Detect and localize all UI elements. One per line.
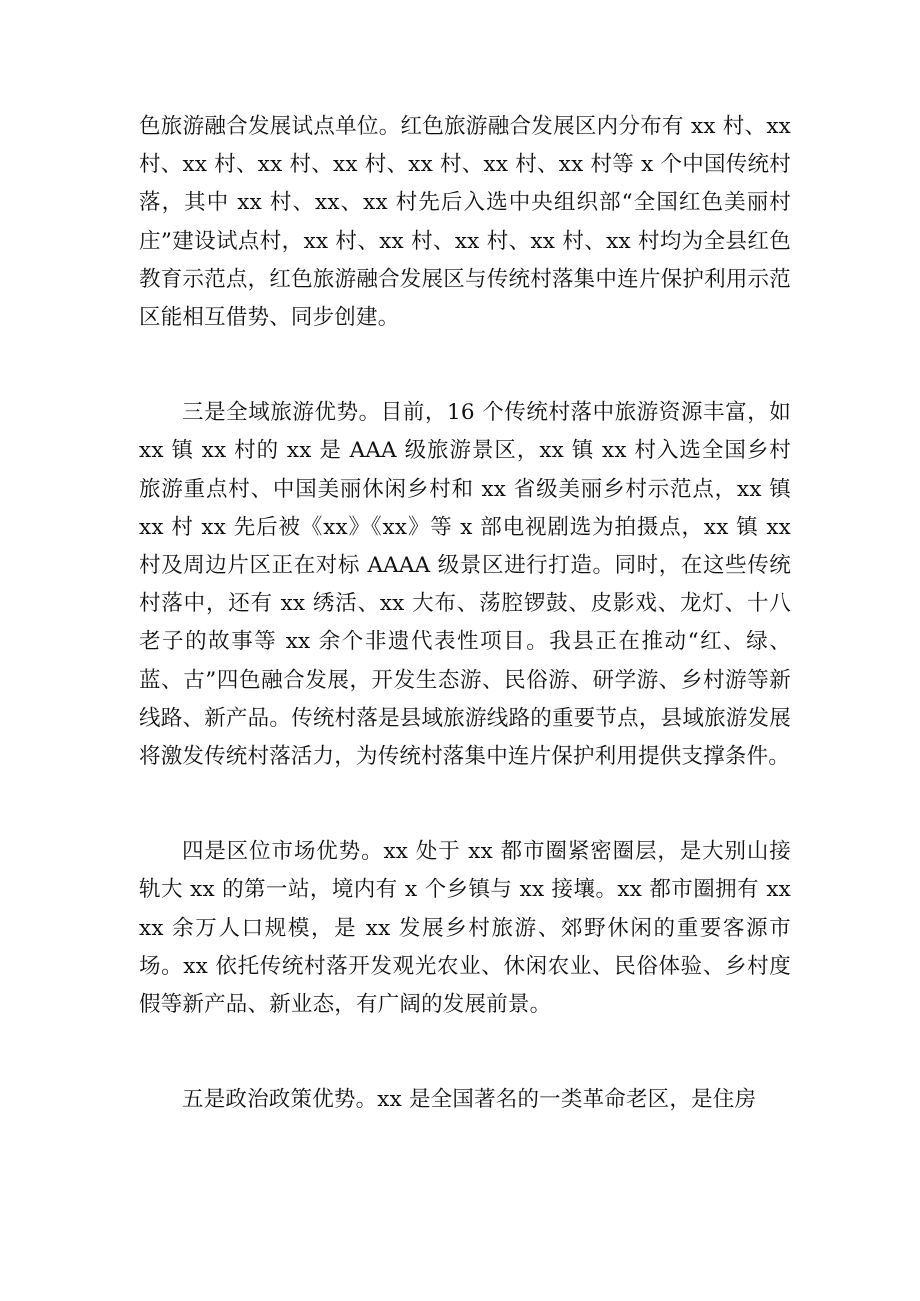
paragraph-all-region-tourism: 三是全域旅游优势。目前，16 个传统村落中旅游资源丰富，如 xx 镇 xx 村的 xx 是 AAA 级旅游景区，xx 镇 xx 村入选全国乡村旅游重点村、中国美丽休闲乡村和 xx 省级美丽乡村示范点，xx 镇 xx 村 xx 先后被《xx》《xx》等 x 部电视剧选为拍摄点，xx 镇 xx 村及周边片区正在对标 AAAA 级景区进行打造。同时，在这些传统村落中，还有 xx 绣活、xx 大布、荡腔锣鼓、皮影戏、龙灯、十八老子的故事等 xx 余个非遗代表性项目。我县正在推动“红、绿、蓝、古”四色融合发展，开发生态游、民俗游、研学游、乡村游等新线路、新产品。传统村落是县域旅游线路的重要节点，县域旅游发展将激发传统村落活力，为传统村落集中连片保护利用提供支撑条件。 (139, 400, 791, 770)
paragraph-location-market: 四是区位市场优势。xx 处于 xx 都市圈紧密圈层，是大别山接轨大 xx 的第一站，境内有 x 个乡镇与 xx 接壤。xx 都市圈拥有 xxxx 余万人口规模，是 xx 发展乡村旅游、郊野休闲的重要客源市场。xx 依托传统村落开发观光农业、休闲农业、民俗体验、乡村度假等新产品、新业态，有广阔的发展前景。 (139, 839, 791, 1018)
paragraph-red-tourism-continuation: 色旅游融合发展试点单位。红色旅游融合发展区内分布有 xx 村、xx 村、xx 村、xx 村、xx 村、xx 村、xx 村、xx 村等 x 个中国传统村落，其中 xx 村、xx、xx 村先后入选中央组织部“全国红色美丽村庄”建设试点村，xx 村、xx 村、xx 村、xx 村、xx 村均为全县红色教育示范点，红色旅游融合发展区与传统村落集中连片保护利用示范区能相互借势、同步创建。 (139, 114, 791, 331)
paragraph-political-policy: 五是政治政策优势。xx 是全国著名的一类革命老区，是住房 (182, 1087, 757, 1113)
document-page (139, 108, 791, 1119)
